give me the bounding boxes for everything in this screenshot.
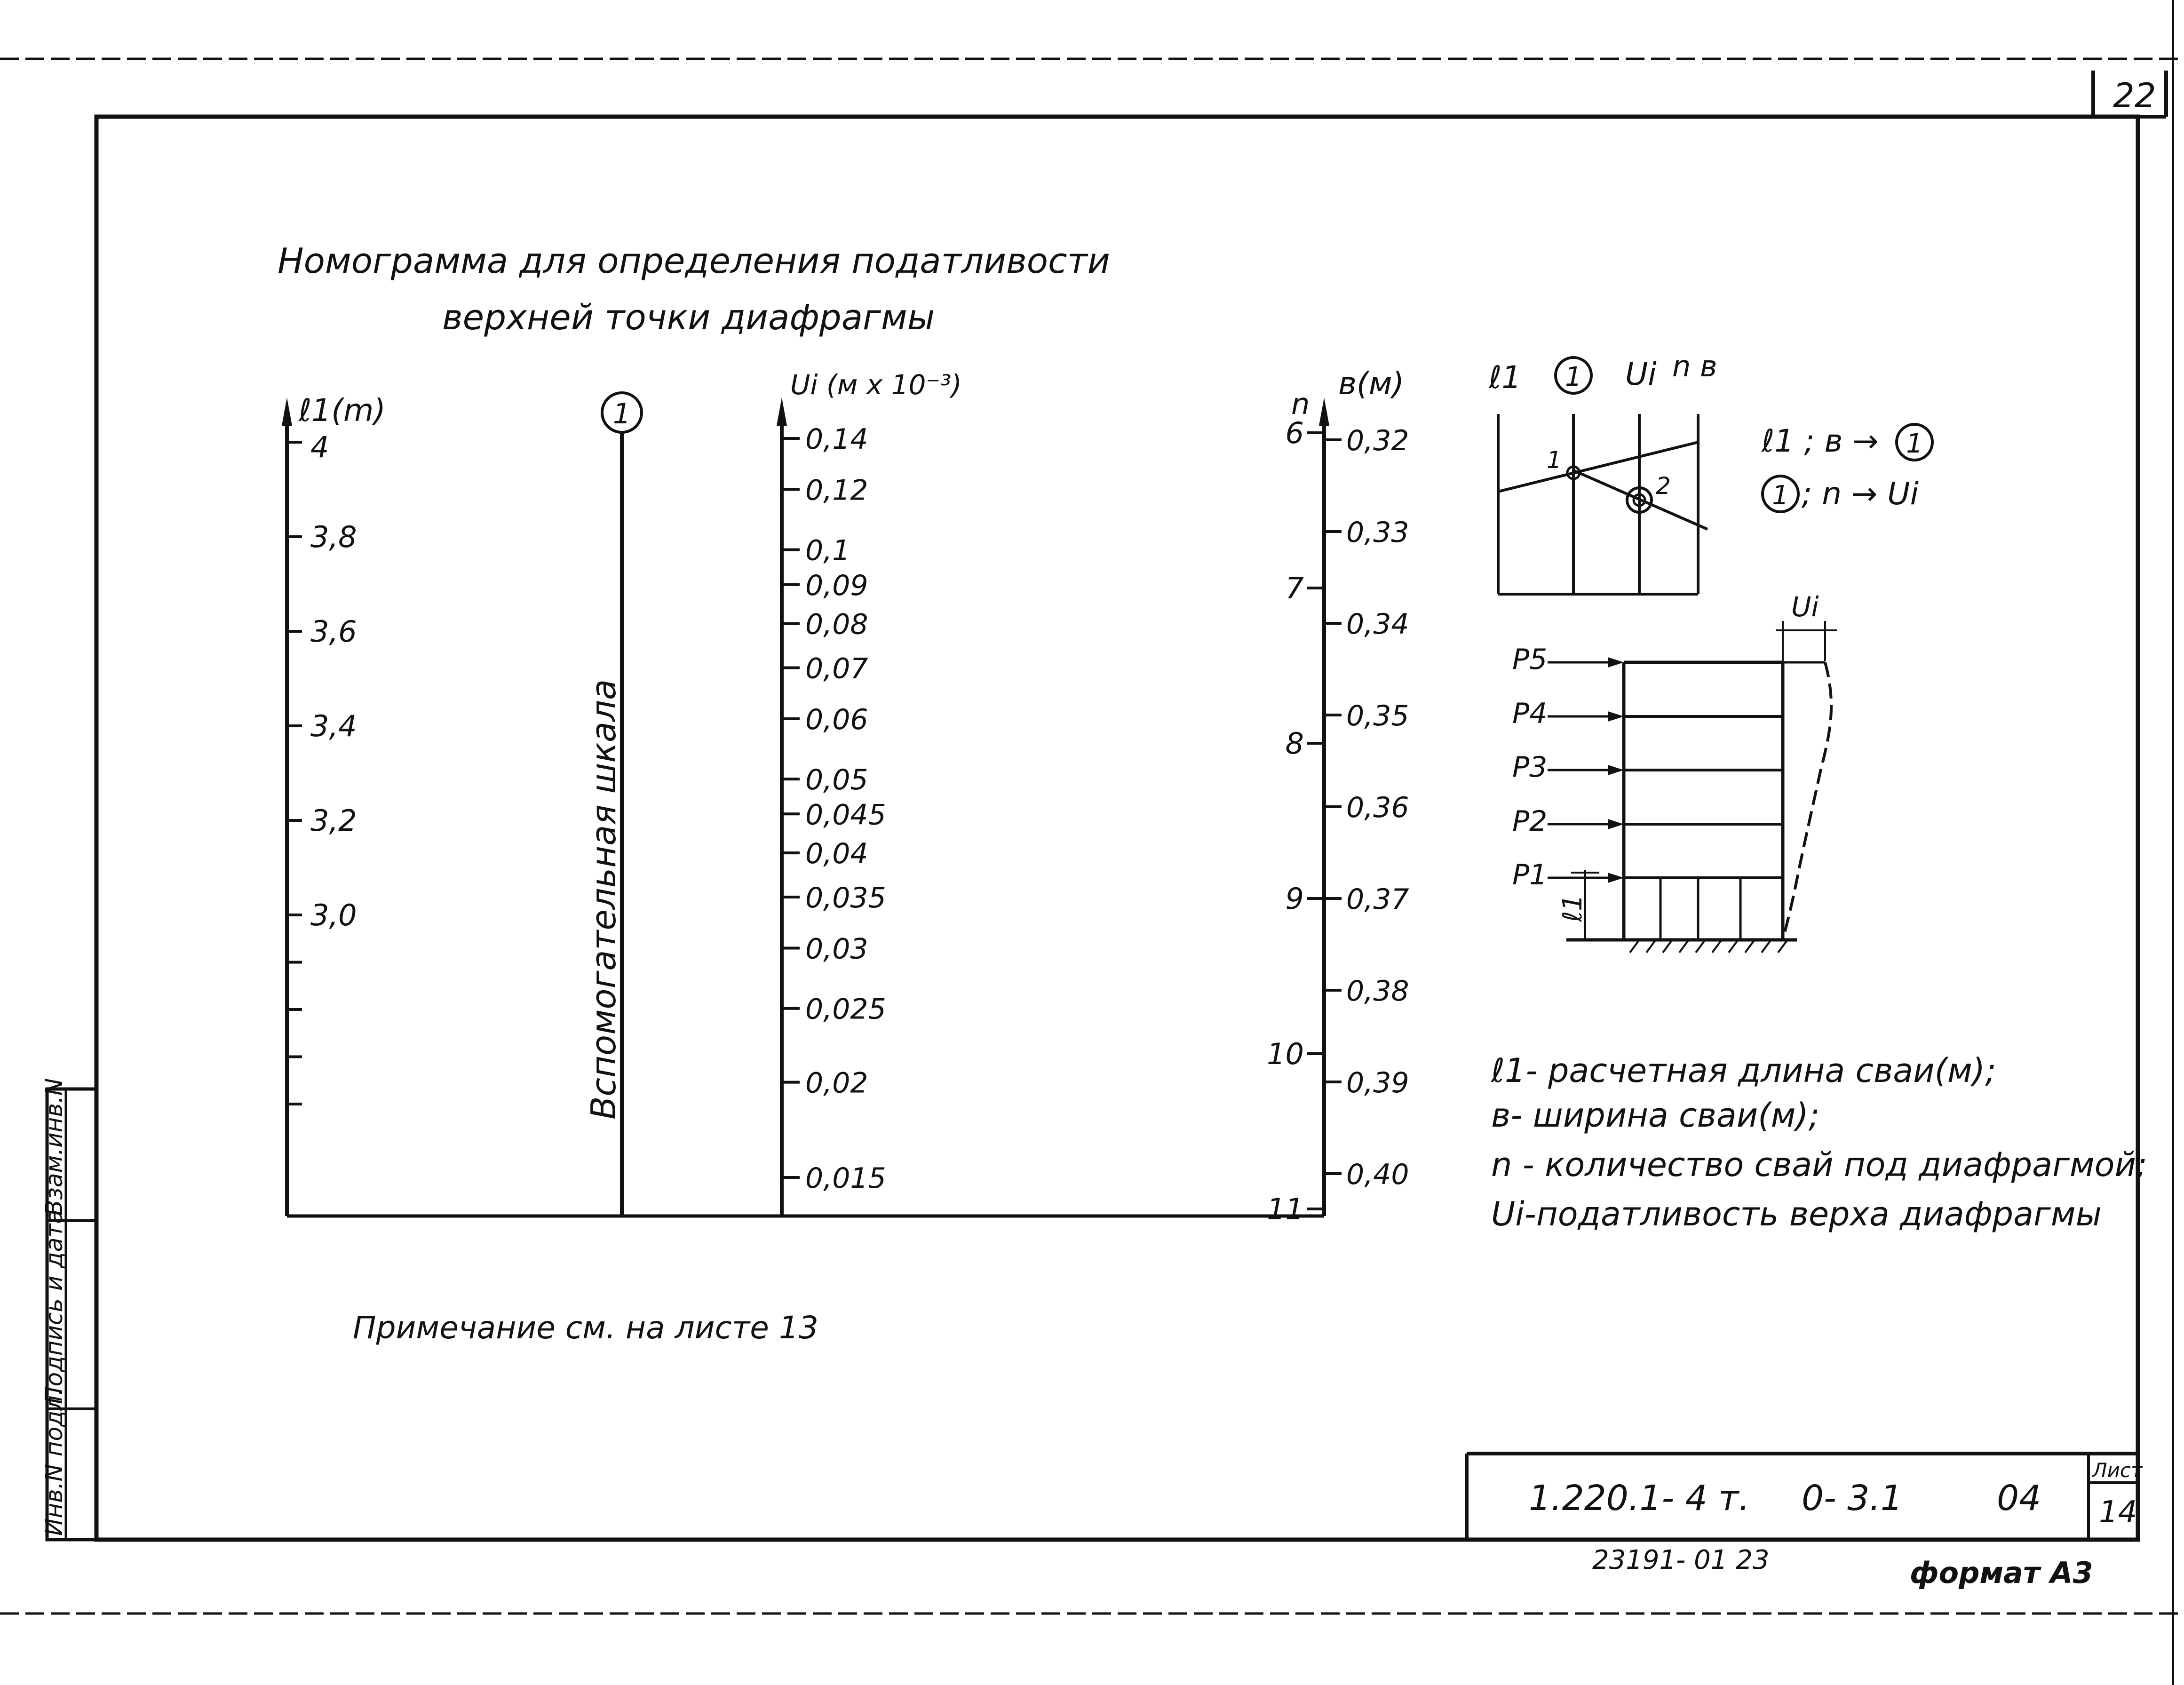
- l1-tick-label: 3,6: [310, 614, 357, 649]
- ui-tick-label: 0,1: [805, 534, 850, 567]
- n-tick-label: 9: [1285, 882, 1304, 916]
- key-circle: 1: [1565, 362, 1582, 392]
- aux-marker: 1: [612, 397, 631, 430]
- stamp-signature-date: Подпись и дата: [40, 1209, 68, 1404]
- ui-tick-label: 0,14: [805, 423, 868, 456]
- side-stamp: [40, 1078, 96, 1540]
- key-ui: Ui: [1625, 356, 1657, 392]
- load-label: P5: [1512, 643, 1548, 676]
- load-arrow-head-icon: [1608, 657, 1624, 668]
- legend-line-4: Ui-податливость верха диафрагмы: [1491, 1195, 2102, 1233]
- l1-tick-label: 3,2: [310, 803, 357, 838]
- footer-inventory: 23191- 01 23: [1592, 1545, 1770, 1575]
- ui-tick-label: 0,12: [805, 474, 868, 507]
- b-tick-label: 0,34: [1346, 608, 1409, 641]
- key-step1: 1: [1547, 446, 1562, 474]
- b-tick-label: 0,39: [1346, 1066, 1409, 1099]
- title-line1: Номограмма для определения податливости: [278, 241, 1110, 281]
- legend-line-3: n - количество свай под диафрагмой;: [1491, 1145, 2147, 1184]
- l1-tick-label: 3,0: [310, 898, 357, 932]
- legend: [1491, 1051, 2147, 1233]
- ui-tick-label: 0,09: [805, 569, 868, 602]
- nb-arrow-icon: [1319, 397, 1329, 426]
- key-rule1-circle: 1: [1906, 429, 1923, 459]
- l1-tick-label: 3,8: [310, 520, 357, 554]
- load-arrow-head-icon: [1608, 711, 1624, 722]
- key-rule2-circle: 1: [1772, 480, 1789, 511]
- b-tick-label: 0,33: [1346, 516, 1409, 549]
- ui-arrow-icon: [777, 397, 787, 426]
- ui-tick-label: 0,05: [805, 763, 868, 797]
- load-arrow-head-icon: [1608, 873, 1624, 883]
- n-tick-label: 6: [1285, 416, 1304, 450]
- tb-number: 04: [1997, 1478, 2041, 1518]
- n-tick-label: 11: [1267, 1192, 1304, 1226]
- ui-tick-label: 0,035: [805, 882, 886, 915]
- key-rule1: ℓ1 ; в →: [1762, 423, 1879, 459]
- key-diagram: [1488, 349, 1932, 594]
- n-tick-label: 10: [1267, 1037, 1304, 1071]
- ui-tick-label: 0,025: [805, 993, 886, 1026]
- ui-tick-label: 0,045: [805, 798, 886, 832]
- n-label: n: [1291, 387, 1310, 421]
- b-tick-label: 0,35: [1346, 699, 1409, 732]
- frame-l1: ℓ1: [1557, 894, 1588, 922]
- tb-sheet-num: 14: [2099, 1495, 2137, 1530]
- b-tick-label: 0,38: [1346, 975, 1409, 1008]
- legend-line-2: в- ширина сваи(м);: [1491, 1096, 1820, 1135]
- aux-label: Вспомогательная шкала: [584, 679, 623, 1120]
- footer-format: формат А3: [1910, 1556, 2093, 1590]
- n-tick-label: 8: [1285, 726, 1304, 761]
- l1-arrow-icon: [282, 397, 292, 426]
- l1-tick-label: 4: [310, 430, 329, 464]
- frame-ui: Ui: [1791, 591, 1819, 623]
- ui-tick-label: 0,07: [805, 652, 868, 685]
- note: Примечание см. на листе 13: [353, 1310, 818, 1346]
- key-step2: 2: [1656, 472, 1671, 500]
- aux-scale: [584, 393, 642, 1216]
- load-label: P1: [1512, 858, 1548, 891]
- title-line2: верхней точки диафрагмы: [442, 297, 935, 338]
- b-tick-label: 0,40: [1346, 1158, 1409, 1191]
- tb-sheet-label: Лист: [2092, 1459, 2143, 1482]
- stamp-replace-inv: Взам.инв.N: [40, 1078, 68, 1216]
- ui-tick-label: 0,03: [805, 932, 868, 966]
- tb-part: 0- 3.1: [1802, 1478, 1903, 1518]
- ui-scale: [777, 369, 962, 1216]
- ui-tick-label: 0,02: [805, 1066, 868, 1100]
- nb-scale: [1267, 366, 1409, 1226]
- ui-tick-label: 0,06: [805, 703, 868, 736]
- load-arrow-head-icon: [1608, 819, 1624, 829]
- page-number-top: 22: [2113, 76, 2156, 115]
- page-number-box: [2093, 71, 2166, 117]
- tb-code: 1.220.1- 4 т.: [1529, 1478, 1750, 1518]
- stamp-original-inv: Инв.N подл.: [40, 1388, 68, 1536]
- load-label: P4: [1512, 697, 1548, 730]
- load-arrow-head-icon: [1608, 765, 1624, 775]
- l1-scale: [282, 392, 386, 1216]
- n-tick-label: 7: [1285, 571, 1304, 605]
- legend-line-1: ℓ1- расчетная длина сваи(м);: [1491, 1051, 1996, 1090]
- frame-diagram: [1512, 591, 1837, 953]
- ui-tick-label: 0,015: [805, 1162, 886, 1195]
- load-label: P2: [1512, 805, 1548, 838]
- b-tick-label: 0,32: [1346, 424, 1409, 457]
- title-block: [1467, 1454, 2143, 1540]
- key-nb: n в: [1672, 349, 1717, 383]
- load-label: P3: [1512, 751, 1548, 784]
- l1-tick-label: 3,4: [310, 709, 357, 743]
- b-label: в(м): [1338, 366, 1405, 402]
- key-l1: ℓ1: [1489, 359, 1522, 396]
- b-tick-label: 0,36: [1346, 791, 1409, 824]
- key-rule2: ; n → Ui: [1802, 476, 1919, 512]
- ui-tick-label: 0,08: [805, 608, 868, 641]
- ui-tick-label: 0,04: [805, 837, 868, 871]
- l1-label: ℓ1(m): [299, 392, 386, 429]
- b-tick-label: 0,37: [1346, 883, 1409, 916]
- ui-label: Ui (м x 10⁻³): [790, 369, 962, 401]
